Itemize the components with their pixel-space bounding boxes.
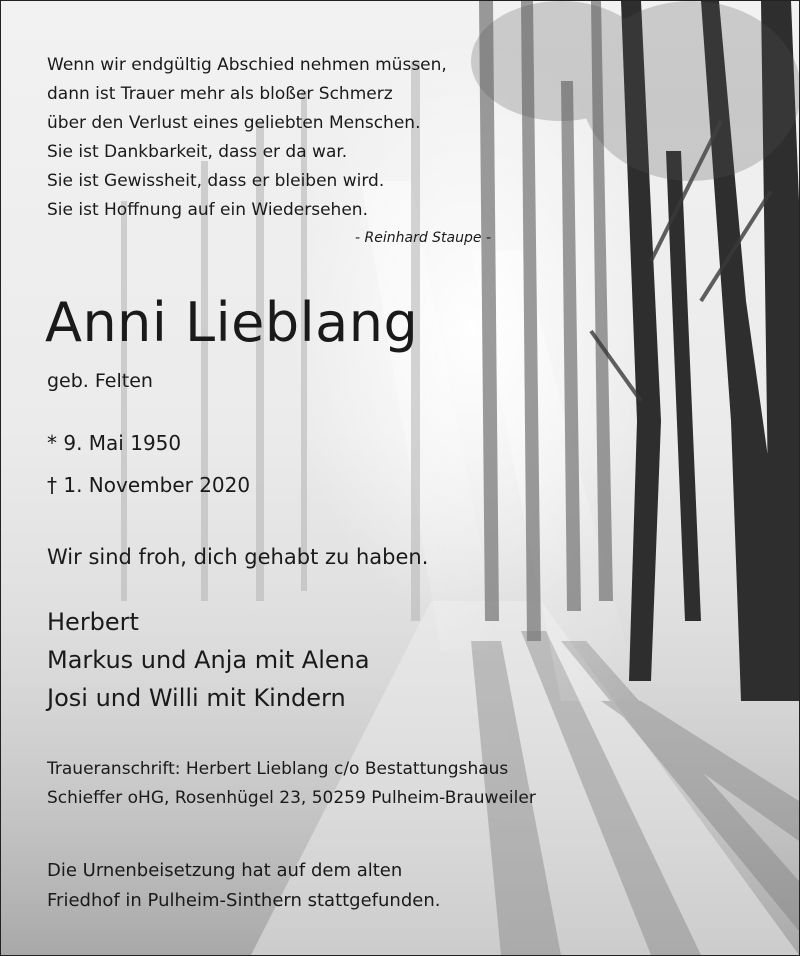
- poem-line: Sie ist Hoffnung auf ein Wiedersehen.: [47, 200, 368, 220]
- address-line: Traueranschrift: Herbert Lieblang c/o Bestattungshaus: [47, 759, 509, 779]
- poem-line: Wenn wir endgültig Abschied nehmen müssen,: [47, 55, 447, 75]
- deceased-name: Anni Lieblang: [45, 291, 419, 354]
- mourning-address: [47, 755, 536, 813]
- family-member: Herbert: [47, 608, 139, 636]
- motto: Wir sind froh, dich gehabt zu haben.: [47, 545, 429, 569]
- death-date: † 1. November 2020: [47, 473, 251, 497]
- family-member: Josi und Willi mit Kindern: [47, 684, 346, 712]
- poem-line: dann ist Trauer mehr als bloßer Schmerz: [47, 84, 393, 104]
- birth-date: * 9. Mai 1950: [47, 431, 182, 455]
- poem-author: - Reinhard Staupe -: [355, 230, 491, 246]
- poem-line: Sie ist Gewissheit, dass er bleiben wird.: [47, 171, 385, 191]
- poem: [47, 51, 487, 225]
- address-line: Schieffer oHG, Rosenhügel 23, 50259 Pulheim-Brauweiler: [47, 788, 536, 808]
- family-member: Markus und Anja mit Alena: [47, 646, 370, 674]
- burial-line: Die Urnenbeisetzung hat auf dem alten: [47, 860, 403, 881]
- burial-line: Friedhof in Pulheim-Sinthern stattgefunden.: [47, 890, 441, 911]
- family-list: [47, 603, 370, 717]
- burial-notice: [47, 856, 440, 916]
- birth-name: geb. Felten: [47, 370, 153, 392]
- poem-line: über den Verlust eines geliebten Menschen.: [47, 113, 421, 133]
- poem-line: Sie ist Dankbarkeit, dass er da war.: [47, 142, 348, 162]
